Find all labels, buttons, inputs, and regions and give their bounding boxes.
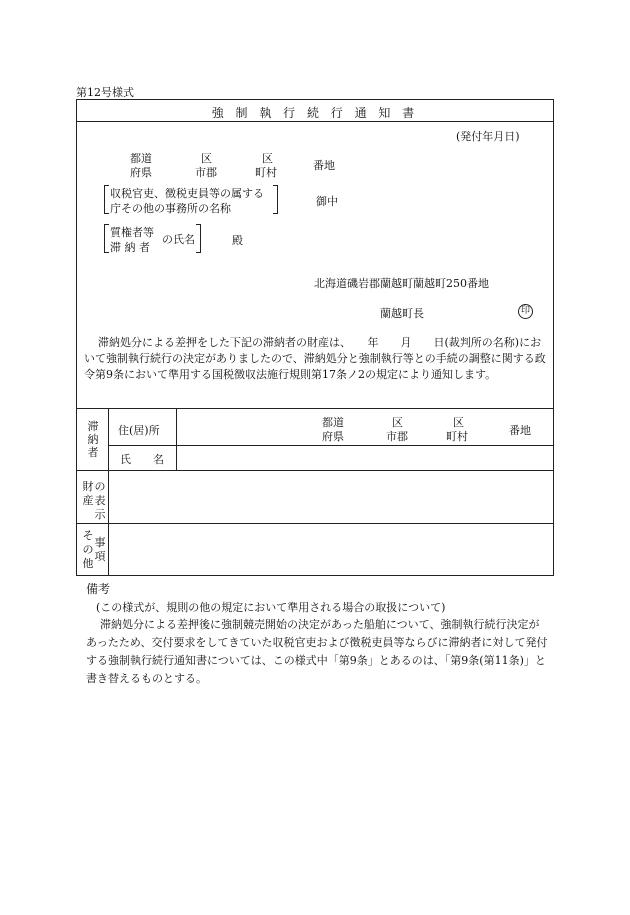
notes-heading: 備考 <box>86 582 111 596</box>
address-ku-shigun-1: 区 <box>201 152 212 165</box>
address-label: 住(居)所 <box>118 424 160 437</box>
form-title: 強 制 執 行 続 行 通 知 書 <box>211 106 419 120</box>
notes-subheading: (この様式が、規則の他の規定において準用される場合の取扱について) <box>96 601 446 614</box>
address-ku-chouson-2: 町村 <box>255 166 277 179</box>
office-bracket-right <box>273 185 278 214</box>
name-label: 氏 名 <box>120 453 164 466</box>
issue-date: (発付年月日) <box>456 130 520 143</box>
title-divider <box>76 121 554 122</box>
office-name-line1: 収税官吏、徴税吏員等の属する <box>110 187 264 200</box>
form-number: 第12号様式 <box>76 86 134 99</box>
property-row-divider <box>76 470 554 471</box>
person-bracket-right <box>196 224 201 253</box>
office-suffix: 御中 <box>316 195 338 208</box>
person-line1: 質権者等 <box>110 226 154 239</box>
other-label-col2: 事項 <box>94 536 106 563</box>
address-todofuken-2: 府県 <box>130 166 152 179</box>
table-todofuken-2: 府県 <box>322 430 344 443</box>
notes-text: 滞納処分による差押後に強制競売開始の決定があった船舶について、強制執行続行決定があったため、交付要求をしてきていた収税官吏および徴税吏員等ならびに滞納者に対して発付する強制執行続行通知書については、この様式中「第9条」とあるのは、「第9条(第11条)」と書き替えるものとする。 <box>86 618 548 685</box>
office-name-line2: 庁その他の事務所の名称 <box>110 202 231 215</box>
other-label-col1: その他 <box>82 529 94 570</box>
issuer-address: 北海道磯岩郡蘭越町蘭越町250番地 <box>314 277 489 290</box>
taxpayer-label-divider <box>108 408 109 470</box>
address-todofuken-1: 都道 <box>130 152 152 165</box>
office-bracket-left <box>104 185 109 214</box>
table-ku-chouson-2: 町村 <box>446 430 468 443</box>
table-banchi: 番地 <box>509 424 531 437</box>
address-label-divider <box>176 408 177 470</box>
taxpayer-label: 滞納者 <box>87 420 99 459</box>
person-middle: の氏名 <box>162 233 195 246</box>
issuer-seal: 印 <box>518 304 533 319</box>
body-text: 滞納処分による差押をした下記の滞納者の財産は、 年 月 日(裁判所の名称)において強制執行続行の決定がありましたので、滞納処分と強制執行等との手続の調整に関する政令第9条において準用する国税徴収法施行規則第17条ノ2の規定により通知します。 <box>84 336 546 381</box>
address-ku-chouson-1: 区 <box>262 152 273 165</box>
address-ku-shigun-2: 市郡 <box>195 166 217 179</box>
person-bracket-left <box>104 224 109 253</box>
name-row-divider <box>108 445 554 446</box>
other-row-divider <box>76 523 554 524</box>
property-label-col2: の表示 <box>94 480 106 521</box>
person-line2: 滞 納 者 <box>110 241 150 254</box>
address-banchi: 番地 <box>313 159 335 172</box>
table-todofuken-1: 都道 <box>322 416 344 429</box>
table-ku-chouson-1: 区 <box>453 416 464 429</box>
table-top-divider <box>76 408 554 409</box>
person-suffix: 殿 <box>232 234 243 247</box>
issuer-name: 蘭越町長 <box>380 307 424 320</box>
table-ku-shigun-2: 市郡 <box>386 430 408 443</box>
table-ku-shigun-1: 区 <box>392 416 403 429</box>
property-label-col1: 財産 <box>82 480 94 507</box>
